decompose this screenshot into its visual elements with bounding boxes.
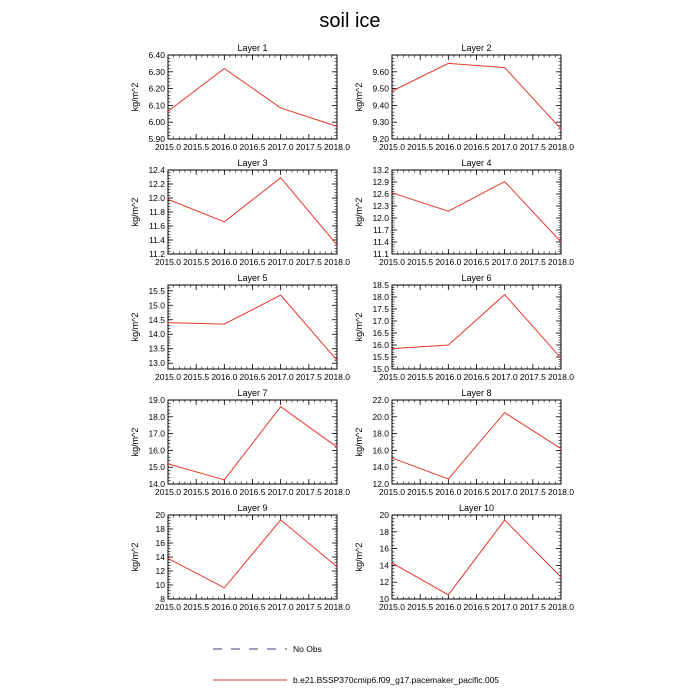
x-tick-label: 2016.0 (435, 142, 462, 152)
x-tick-label: 2016.0 (435, 487, 462, 497)
panel-title: Layer 2 (461, 43, 492, 53)
legend-label: No Obs (293, 644, 322, 654)
x-tick-label: 2015.5 (407, 257, 434, 267)
x-tick-label: 2017.5 (519, 372, 546, 382)
y-tick-label: 12.6 (372, 189, 389, 199)
x-tick-label: 2015.0 (379, 142, 405, 152)
x-tick-label: 2015.5 (183, 372, 210, 382)
x-tick-label: 2017.5 (295, 372, 322, 382)
y-tick-label: 22.0 (372, 395, 389, 405)
y-tick-label: 17.0 (148, 428, 165, 439)
y-axis-label: kg/m^2 (354, 312, 364, 342)
legend-label: b.e21.BSSP370cmip6.f09_g17.pacemaker_pacific.005 (293, 675, 500, 685)
y-tick-label: 17.0 (372, 316, 389, 326)
x-tick-label: 2015.0 (379, 257, 405, 267)
x-tick-label: 2016.5 (463, 257, 490, 267)
x-tick-label: 2018.0 (324, 602, 350, 612)
y-tick-label: 13.2 (372, 165, 389, 175)
x-tick-label: 2017.0 (491, 487, 518, 497)
y-axis-label: kg/m^2 (354, 542, 364, 572)
x-tick-label: 2015.5 (183, 257, 210, 267)
y-tick-label: 15.5 (148, 285, 165, 296)
panel-title: Layer 6 (461, 273, 492, 283)
x-tick-label: 2018.0 (324, 257, 350, 267)
y-axis-label: kg/m^2 (354, 427, 364, 457)
x-tick-label: 2017.5 (519, 602, 546, 612)
x-tick-label: 2015.5 (407, 487, 434, 497)
y-tick-label: 9.40 (372, 100, 389, 111)
x-tick-label: 2016.0 (211, 602, 238, 612)
y-tick-label: 12 (155, 566, 165, 576)
x-tick-label: 2017.0 (267, 602, 294, 612)
y-tick-label: 11.6 (149, 221, 165, 231)
panel-title: Layer 3 (237, 158, 268, 168)
y-tick-label: 13.5 (148, 343, 165, 354)
y-tick-label: 11.8 (149, 207, 165, 217)
x-tick-label: 2018.0 (324, 372, 350, 382)
y-tick-label: 9.20 (372, 134, 389, 144)
y-tick-label: 6.10 (148, 100, 165, 111)
x-tick-label: 2017.0 (491, 372, 518, 382)
x-tick-label: 2015.0 (379, 602, 405, 612)
x-tick-label: 2015.0 (379, 487, 405, 497)
x-tick-label: 2015.0 (155, 372, 181, 382)
y-tick-label: 17.5 (372, 304, 389, 314)
x-tick-label: 2016.5 (239, 487, 266, 497)
y-tick-label: 12.0 (148, 193, 165, 203)
y-tick-label: 16.0 (148, 445, 165, 456)
y-axis-label: kg/m^2 (354, 197, 364, 227)
x-tick-label: 2018.0 (548, 142, 574, 152)
y-tick-label: 11.7 (373, 225, 389, 235)
x-tick-label: 2015.0 (379, 372, 405, 382)
y-tick-label: 12.4 (148, 165, 165, 175)
x-tick-label: 2018.0 (548, 602, 574, 612)
y-tick-label: 6.00 (148, 117, 165, 128)
x-tick-label: 2015.0 (155, 142, 181, 152)
y-tick-label: 15.0 (372, 364, 389, 374)
y-tick-label: 20 (379, 510, 389, 520)
y-tick-label: 18.5 (372, 280, 389, 290)
panel-title: Layer 10 (458, 503, 495, 513)
x-tick-label: 2017.5 (519, 142, 546, 152)
x-tick-label: 2016.0 (435, 257, 462, 267)
y-tick-label: 16.5 (372, 328, 389, 338)
x-tick-label: 2017.0 (267, 142, 294, 152)
x-tick-label: 2016.5 (463, 142, 490, 152)
y-tick-label: 14 (379, 560, 389, 571)
y-tick-label: 15.5 (372, 352, 389, 362)
panel-title: Layer 8 (461, 388, 492, 398)
y-tick-label: 9.50 (372, 83, 389, 94)
y-tick-label: 9.60 (372, 66, 389, 77)
x-tick-label: 2018.0 (548, 257, 574, 267)
x-tick-label: 2017.5 (519, 487, 546, 497)
x-tick-label: 2015.5 (407, 602, 434, 612)
x-tick-label: 2015.0 (155, 257, 181, 267)
y-tick-label: 11.4 (149, 235, 165, 245)
x-tick-label: 2015.5 (407, 142, 434, 152)
legend-entry-no-obs (213, 644, 322, 654)
x-tick-label: 2016.5 (239, 602, 266, 612)
y-tick-label: 8 (160, 594, 165, 604)
y-tick-label: 20 (155, 510, 165, 520)
y-tick-label: 10 (155, 580, 165, 590)
x-tick-label: 2018.0 (324, 142, 350, 152)
chart-title: soil ice (319, 10, 381, 32)
y-tick-label: 11.4 (373, 237, 389, 247)
panel-title: Layer 9 (237, 503, 268, 513)
y-tick-label: 11.1 (373, 249, 389, 259)
y-tick-label: 6.30 (148, 66, 165, 77)
x-tick-label: 2016.0 (211, 372, 238, 382)
x-tick-label: 2015.0 (155, 487, 181, 497)
y-axis-label: kg/m^2 (130, 542, 140, 572)
x-tick-label: 2016.0 (211, 487, 238, 497)
x-tick-label: 2017.0 (491, 257, 518, 267)
x-tick-label: 2016.0 (435, 372, 462, 382)
y-tick-label: 18.0 (148, 411, 165, 422)
x-tick-label: 2016.5 (463, 602, 490, 612)
y-tick-label: 12 (379, 577, 389, 588)
x-tick-label: 2017.5 (295, 257, 322, 267)
y-tick-label: 14 (155, 552, 165, 562)
y-axis-label: kg/m^2 (130, 427, 140, 457)
y-tick-label: 6.20 (148, 83, 165, 94)
x-tick-label: 2015.5 (183, 487, 210, 497)
y-tick-label: 11.2 (149, 249, 165, 259)
y-tick-label: 16 (155, 538, 165, 548)
y-axis-label: kg/m^2 (130, 82, 140, 112)
x-tick-label: 2017.0 (491, 142, 518, 152)
x-tick-label: 2016.5 (239, 142, 266, 152)
y-tick-label: 15.0 (148, 462, 165, 473)
y-tick-label: 6.40 (148, 50, 165, 60)
x-tick-label: 2016.0 (211, 257, 238, 267)
y-tick-label: 12.3 (372, 201, 389, 211)
y-tick-label: 18 (155, 524, 165, 534)
y-tick-label: 14.5 (148, 314, 165, 325)
x-tick-label: 2017.5 (295, 142, 322, 152)
x-tick-label: 2017.5 (295, 487, 322, 497)
y-tick-label: 19.0 (148, 395, 165, 405)
x-tick-label: 2017.5 (519, 257, 546, 267)
panel-title: Layer 7 (237, 388, 268, 398)
x-tick-label: 2018.0 (548, 487, 574, 497)
x-tick-label: 2016.5 (463, 372, 490, 382)
x-tick-label: 2017.0 (267, 372, 294, 382)
y-tick-label: 13.0 (148, 358, 165, 369)
x-tick-label: 2016.0 (211, 142, 238, 152)
y-axis-label: kg/m^2 (130, 197, 140, 227)
y-tick-label: 18 (379, 526, 389, 537)
y-tick-label: 12.2 (148, 179, 165, 189)
y-tick-label: 12.0 (372, 479, 389, 489)
panel-title: Layer 1 (237, 43, 268, 53)
x-tick-label: 2016.5 (239, 372, 266, 382)
y-tick-label: 18.0 (372, 428, 389, 439)
y-tick-label: 5.90 (148, 134, 165, 144)
y-tick-label: 16.0 (372, 445, 389, 456)
x-tick-label: 2016.0 (435, 602, 462, 612)
y-tick-label: 14.0 (148, 479, 165, 489)
x-tick-label: 2017.0 (491, 602, 518, 612)
x-tick-label: 2016.5 (239, 257, 266, 267)
x-tick-label: 2017.5 (295, 602, 322, 612)
y-tick-label: 16 (379, 543, 389, 554)
y-tick-label: 10 (379, 594, 389, 604)
x-tick-label: 2018.0 (324, 487, 350, 497)
legend-entry-model (213, 675, 499, 685)
y-tick-label: 14.0 (372, 462, 389, 473)
x-tick-label: 2015.5 (407, 372, 434, 382)
y-tick-label: 9.30 (372, 117, 389, 128)
y-tick-label: 12.0 (372, 213, 389, 223)
x-tick-label: 2015.5 (183, 602, 210, 612)
y-tick-label: 14.0 (148, 329, 165, 340)
y-tick-label: 12.9 (372, 177, 389, 187)
x-tick-label: 2018.0 (548, 372, 574, 382)
y-tick-label: 18.0 (372, 292, 389, 302)
x-tick-label: 2017.0 (267, 487, 294, 497)
panel-title: Layer 5 (237, 273, 268, 283)
panel-title: Layer 4 (461, 158, 492, 168)
x-tick-label: 2015.5 (183, 142, 210, 152)
x-tick-label: 2015.0 (155, 602, 181, 612)
x-tick-label: 2016.5 (463, 487, 490, 497)
y-axis-label: kg/m^2 (130, 312, 140, 342)
y-tick-label: 16.0 (372, 340, 389, 350)
y-axis-label: kg/m^2 (354, 82, 364, 112)
y-tick-label: 20.0 (372, 411, 389, 422)
y-tick-label: 15.0 (148, 300, 165, 311)
x-tick-label: 2017.0 (267, 257, 294, 267)
